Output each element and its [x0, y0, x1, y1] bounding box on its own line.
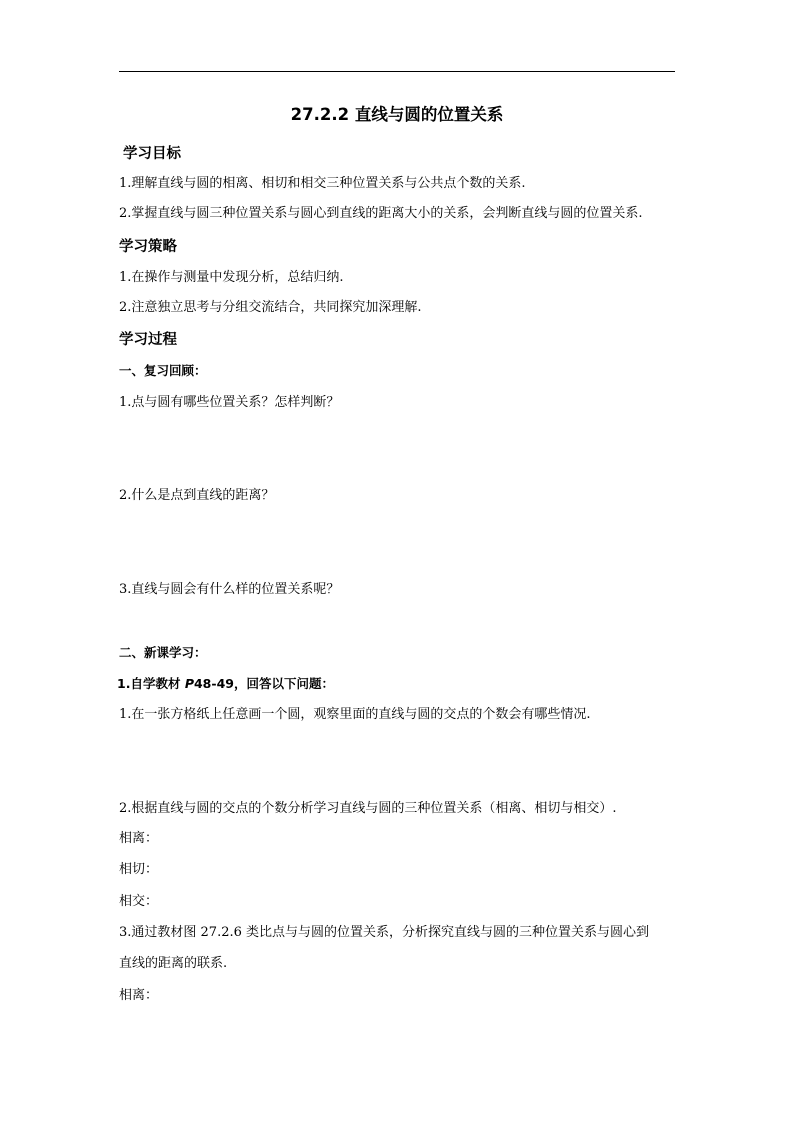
answer-label-intersect: 相交： [119, 894, 159, 909]
review-question: 2.什么是点到直线的距离？ [119, 488, 275, 503]
lesson-question: 3.通过教材图 27.2.6 类比点与与圆的位置关系，分析探究直线与圆的三种位置关系与圆心到 [119, 925, 650, 940]
answer-label-tangent: 相切： [119, 862, 159, 877]
task-suffix: ，回答以下问题： [233, 676, 334, 691]
task-pages-letter: P [184, 676, 194, 691]
heading-goals: 学习目标 [123, 146, 181, 162]
answer-label-separate: 相离： [119, 831, 159, 846]
document-title: 27.2.2 直线与圆的位置关系 [290, 105, 504, 124]
answer-label-separate: 相离： [119, 988, 159, 1003]
strategy-item: 1.在操作与测量中发现分析，总结归纳. [119, 270, 344, 285]
review-question: 1.点与圆有哪些位置关系？怎样判断？ [119, 395, 340, 410]
lesson-question-continued: 直线的距离的联系. [119, 956, 228, 971]
strategy-item: 2.注意独立思考与分组交流结合，共同探究加深理解. [119, 300, 422, 315]
lesson-question: 2.根据直线与圆的交点的个数分析学习直线与圆的三种位置关系（相离、相切与相交）. [119, 801, 617, 816]
lesson-question: 1.在一张方格纸上任意画一个圆，观察里面的直线与圆的交点的个数会有哪些情况. [119, 707, 591, 722]
goal-item: 2.掌握直线与圆三种位置关系与圆心到直线的距离大小的关系，会判断直线与圆的位置关系. [119, 206, 643, 221]
heading-process: 学习过程 [119, 332, 177, 348]
task-prefix: 1.自学教材 [117, 676, 185, 691]
review-question: 3.直线与圆会有什么样的位置关系呢？ [119, 582, 340, 597]
goal-item: 1.理解直线与圆的相离、相切和相交三种位置关系与公共点个数的关系. [119, 176, 526, 191]
heading-new-lesson: 二、新课学习： [119, 645, 207, 660]
header-rule [119, 71, 675, 72]
heading-strategy: 学习策略 [119, 239, 177, 255]
task-range: 48-49 [193, 676, 234, 691]
self-study-task [117, 676, 334, 692]
heading-review: 一、复习回顾： [119, 363, 207, 378]
